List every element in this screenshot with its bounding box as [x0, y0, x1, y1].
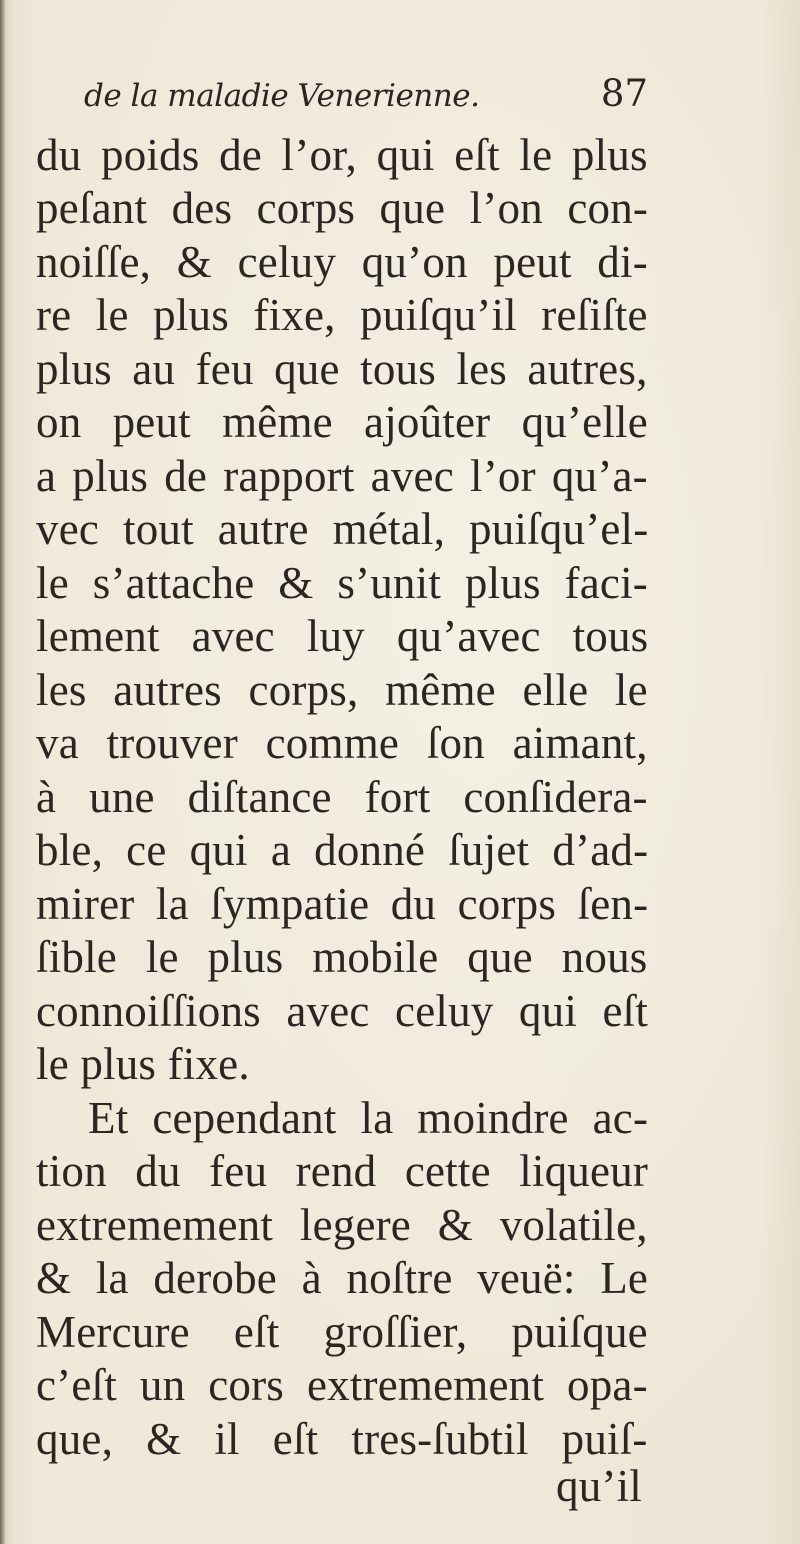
text-line: ſible le plus mobile que nous — [36, 932, 648, 982]
page-number: 87 — [600, 72, 648, 115]
text-line: noiſſe, & celuy qu’on peut di- — [36, 237, 648, 287]
text-line: & la derobe à noſtre veuë: Le — [36, 1253, 649, 1303]
text-line: ble, ce qui a donné ſujet d’ad- — [36, 825, 649, 875]
text-line: plus au feu que tous les autres, — [36, 344, 648, 394]
running-title: de la maladie Venerienne. — [84, 78, 480, 114]
text-line: connoiſſions avec celuy qui eſt — [36, 986, 649, 1036]
text-line: extremement legere & volatile, — [36, 1200, 648, 1250]
text-line: va trouver comme ſon aimant, — [36, 718, 648, 768]
text-line: les autres corps, même elle le — [36, 665, 648, 715]
text-line: à une diſtance fort conſidera- — [36, 772, 648, 822]
catchword: qu’il — [556, 1461, 642, 1511]
text-line: mirer la ſympatie du corps ſen- — [36, 879, 649, 929]
text-line: vec tout autre métal, puiſqu’el- — [36, 504, 649, 554]
text-line: que, & il eſt tres-ſubtil puiſ- — [36, 1414, 648, 1464]
text-line: re le plus fixe, puiſqu’il reſiſte — [36, 290, 648, 340]
text-line: tion du feu rend cette liqueur — [36, 1146, 649, 1196]
text-line: c’eſt un cors extremement opa- — [36, 1360, 648, 1410]
paragraph-first-line: Et cependant la moindre ac- — [88, 1093, 649, 1143]
text-line: a plus de rapport avec l’or qu’a- — [36, 451, 648, 501]
text-line: lement avec luy qu’avec tous — [36, 611, 649, 661]
text-line: Mercure eſt groſſier, puiſque — [36, 1307, 648, 1357]
text-line: le plus fixe. — [36, 1039, 250, 1089]
text-line: du poids de l’or, qui eſt le plus — [36, 130, 648, 180]
text-line: le s’attache & s’unit plus faci- — [36, 558, 648, 608]
text-line: peſant des corps que l’on con- — [36, 183, 649, 233]
text-line: on peut même ajoûter qu’elle — [36, 397, 648, 447]
